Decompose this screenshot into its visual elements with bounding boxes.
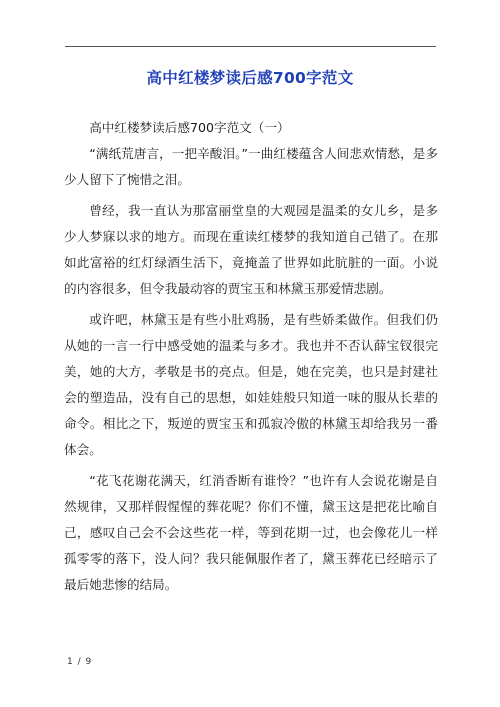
document-body (64, 115, 438, 603)
header-rule (65, 46, 436, 47)
page-number: 1 / 9 (67, 657, 93, 667)
paragraph-2: 曾经，我一直认为那富丽堂皇的大观园是温柔的女儿乡，是多少人梦寐以求的地方。而现在重读红楼梦的我知道自己错了。在那如此富裕的红灯绿酒生活下，竟掩盖了世界如此肮脏的一面。小说的内容很多，但令我最动容的贾宝玉和林黛玉那爱情悲剧。 (64, 203, 438, 296)
paragraph-3: 或许吧，林黛玉是有些小肚鸡肠，是有些娇柔做作。但我们仍从她的一言一行中感受她的温柔与多才。我也并不否认薛宝钗很完美，她的大方，孝敬是书的亮点。但是，她在完美，也只是封建社会的塑造品，没有自己的思想，如娃娃般只知道一味的服从长辈的命令。相比之下，叛逆的贾宝玉和孤寂冷傲的林黛玉却给我另一番体会。 (64, 312, 438, 457)
paragraph-subtitle: 高中红楼梦读后感700字范文（一） (89, 120, 290, 135)
paragraph-1: “满纸荒唐言，一把辛酸泪。”一曲红楼蕴含人间悲欢情愁，是多少人留下了惋惜之泪。 (64, 146, 438, 187)
document-title: 高中红楼梦读后感700字范文 (146, 69, 354, 87)
paragraph-4: “花飞花谢花满天，红消香断有谁怜？”也许有人会说花谢是自然规律，又那样假惺惺的葬花呢？你们不懂，黛玉这是把花比喻自己，感叹自己会不会这些花一样，等到花期一过，也会像花儿一样孤零零的落下，没人问？我只能佩服作者了，黛玉葬花已经暗示了最后她悲惨的结局。 (64, 473, 438, 592)
